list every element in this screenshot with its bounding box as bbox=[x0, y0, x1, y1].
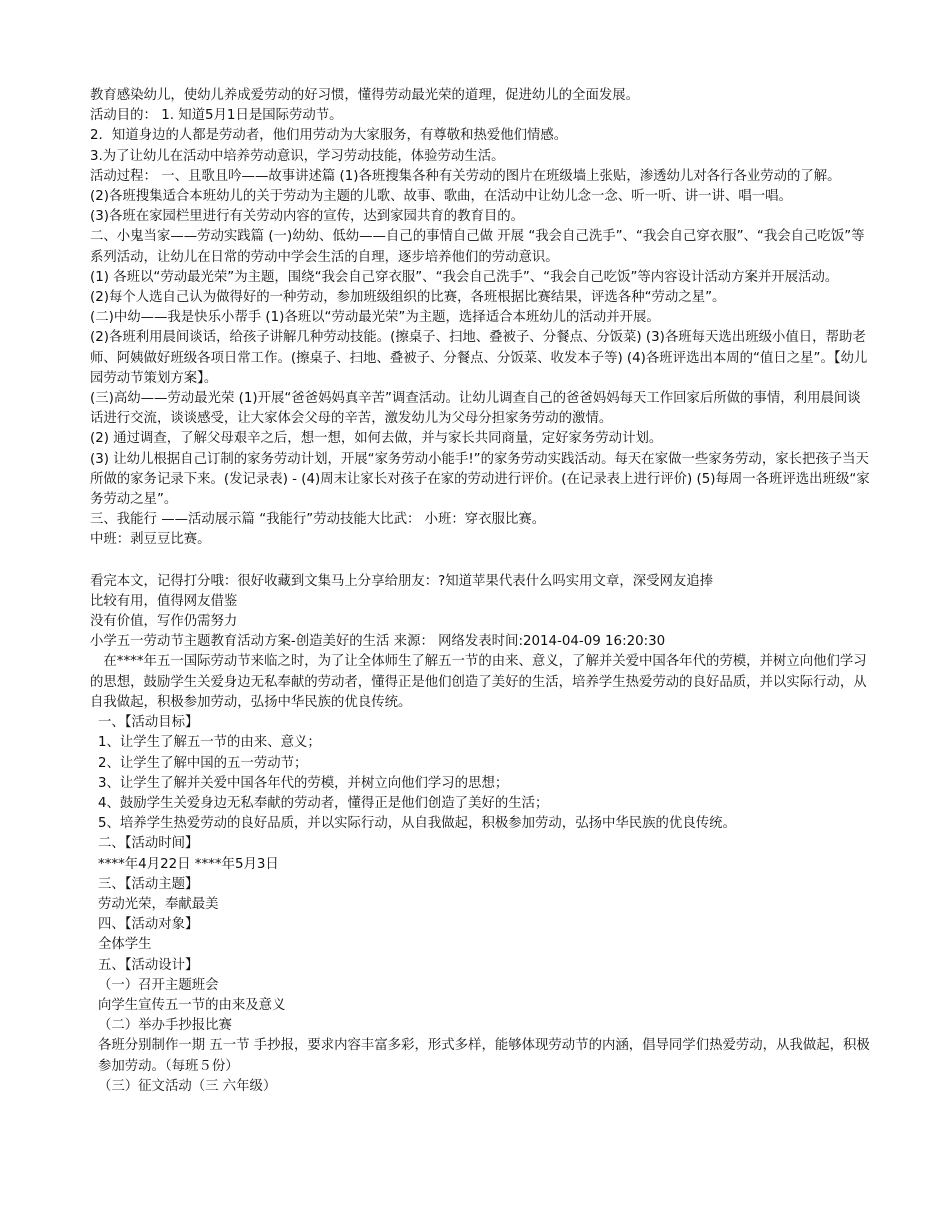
goal-1: 活动目的： 1. 知道5月1日是国际劳动节。 bbox=[90, 108, 343, 124]
heading-goals: 一、【活动目标】 bbox=[98, 715, 199, 731]
paragraph-gap bbox=[90, 551, 870, 572]
rating-prompt: 看完本文，记得打分哦：很好收藏到文集马上分享给朋友：?知道苹果代表什么吗实用文章，深受网友追捧 bbox=[90, 573, 714, 589]
theme-value: 劳动光荣，奉献最美 bbox=[98, 896, 219, 912]
low-item-1: (1) 各班以“劳动最光荣”为主题，围绕“我会自己穿衣服”、“我会自己洗手”、“我会自己吃饭”等内容设计活动方案并开展活动。 bbox=[90, 269, 839, 285]
design-item-1-text: 向学生宣传五一节的由来及意义 bbox=[98, 997, 286, 1013]
heading-theme: 三、【活动主题】 bbox=[98, 876, 199, 892]
low-item-2: (2)每个人选自己认为做得好的一种劳动，参加班级组织的比赛，各班根据比赛结果，评选各种“劳动之星”。 bbox=[90, 290, 726, 306]
process-item-3: (3)各班在家园栏里进行有关劳动内容的宣传，达到家园共育的教育目的。 bbox=[90, 209, 525, 225]
design-item-1: （一）召开主题班会 bbox=[98, 977, 219, 993]
show-section: 三、我能行 ——活动展示篇 “我能行”劳动技能大比武： 小班：穿衣服比赛。 bbox=[90, 512, 546, 528]
time-value: ****年4月22日 ****年5月3日 bbox=[98, 856, 279, 872]
high-section: (三)高幼——劳动最光荣 (1)开展“爸爸妈妈真辛苦”调查活动。让幼儿调查自己的爸爸妈妈每天工作回家后所做的事情，利用晨间谈话进行交流，谈谈感受，让大家体会父母的辛苦，激发幼儿为父母分担家务劳动的激情。 bbox=[90, 391, 861, 427]
document-page bbox=[90, 86, 870, 1097]
goal-item-5: 5、培养学生热爱劳动的良好品质，并以实际行动，从自我做起，积极参加劳动，弘扬中华民族的优良传统。 bbox=[98, 816, 736, 832]
article-intro: 在****年五一国际劳动节来临之时，为了让全体师生了解五一节的由来、意义，了解并关爱中国各年代的劳模，并树立向他们学习的思想，鼓励学生关爱身边无私奉献的劳动者，懂得正是他们创造了美好的生活，培养学生热爱劳动的良好品质，并以实际行动，从自我做起，积极参加劳动，弘扬中华民族的优良传统。 bbox=[90, 654, 867, 710]
design-item-3: （三）征文活动（三 六年级） bbox=[98, 1078, 277, 1094]
heading-design: 五、【活动设计】 bbox=[98, 957, 199, 973]
goal-item-4: 4、鼓励学生关爱身边无私奉献的劳动者，懂得正是他们创造了美好的生活； bbox=[98, 795, 549, 811]
process-item-2: (2)各班搜集适合本班幼儿的关于劳动为主题的儿歌、故事、歌曲，在活动中让幼儿念一念、听一听、讲一讲、唱一唱。 bbox=[90, 189, 792, 205]
goal-2: 2．知道身边的人都是劳动者，他们用劳动为大家服务，有尊敬和热爱他们情感。 bbox=[90, 128, 568, 144]
rating-option-useless[interactable]: 没有价值，写作仍需努力 bbox=[90, 614, 238, 630]
goal-item-3: 3、让学生了解并关爱中国各年代的劳模，并树立向他们学习的思想； bbox=[98, 775, 509, 791]
process-section-2: 二、小鬼当家——劳动实践篇 (一)幼幼、低幼——自己的事情自己做 开展 “我会自己洗手”、“我会自己穿衣服”、“我会自己吃饭”等系列活动，让幼儿在日常的劳动中学会生活的自理，逐步培养他们的劳动意识。 bbox=[90, 229, 865, 265]
intro-line: 教育感染幼儿，使幼儿养成爱劳动的好习惯，懂得劳动最光荣的道理，促进幼儿的全面发展。 bbox=[90, 88, 640, 103]
target-value: 全体学生 bbox=[98, 937, 152, 953]
high-item-3: (3) 让幼儿根据自己订制的家务劳动计划，开展“家务劳动小能手!”的家务劳动实践活动。每天在家做一些家务劳动，家长把孩子当天所做的家务记录下来。(发记录表) - (4)周末让家长对孩子在家的劳动进行评价。(在记录表上进行评价) (5)每周一各班评选出班级“家务劳动之星”。 bbox=[90, 451, 870, 508]
process-section-1: 活动过程： 一、且歌且吟——故事讲述篇 (1)各班搜集各种有关劳动的图片在班级墙上张贴，渗透幼儿对各行各业劳动的了解。 bbox=[90, 168, 841, 184]
heading-target: 四、【活动对象】 bbox=[98, 917, 199, 933]
show-middle-class: 中班：剥豆豆比赛。 bbox=[90, 532, 211, 548]
goal-item-1: 1、让学生了解五一节的由来、意义； bbox=[98, 735, 321, 751]
article-title: 小学五一劳动节主题教育活动方案-创造美好的生活 来源： 网络发表时间:2014-04-09 16:20:30 bbox=[90, 634, 666, 650]
mid-items: (2)各班利用晨间谈话，给孩子讲解几种劳动技能。(擦桌子、扫地、叠被子、分餐点、分饭菜) (3)各班每天选出班级小值日，帮助老师、阿姨做好班级各项日常工作。(擦桌子、扫地、叠被子、分餐点、分饭菜、收发本子等) (4)各班评选出本周的“值日之星”。【幼儿园劳动节策划方案】。 bbox=[90, 330, 868, 386]
rating-option-useful[interactable]: 比较有用，值得网友借鉴 bbox=[90, 593, 238, 609]
design-item-2-text: 各班分别制作一期 五一节 手抄报，要求内容丰富多彩，形式多样，能够体现劳动节的内涵，倡导同学们热爱劳动，从我做起，积极参加劳动。（每班５份） bbox=[98, 1038, 870, 1074]
mid-section: (二)中幼——我是快乐小帮手 (1)各班以“劳动最光荣”为主题，选择适合本班幼儿的活动并开展。 bbox=[90, 310, 660, 326]
design-item-2: （二）举办手抄报比赛 bbox=[98, 1018, 232, 1034]
heading-time: 二、【活动时间】 bbox=[98, 836, 199, 852]
high-item-2: (2) 通过调查，了解父母艰辛之后，想一想，如何去做，并与家长共同商量，定好家务劳动计划。 bbox=[90, 431, 663, 447]
goal-3: 3.为了让幼儿在活动中培养劳动意识，学习劳动技能，体验劳动生活。 bbox=[90, 148, 505, 164]
goal-item-2: 2、让学生了解中国的五一劳动节； bbox=[98, 755, 308, 771]
